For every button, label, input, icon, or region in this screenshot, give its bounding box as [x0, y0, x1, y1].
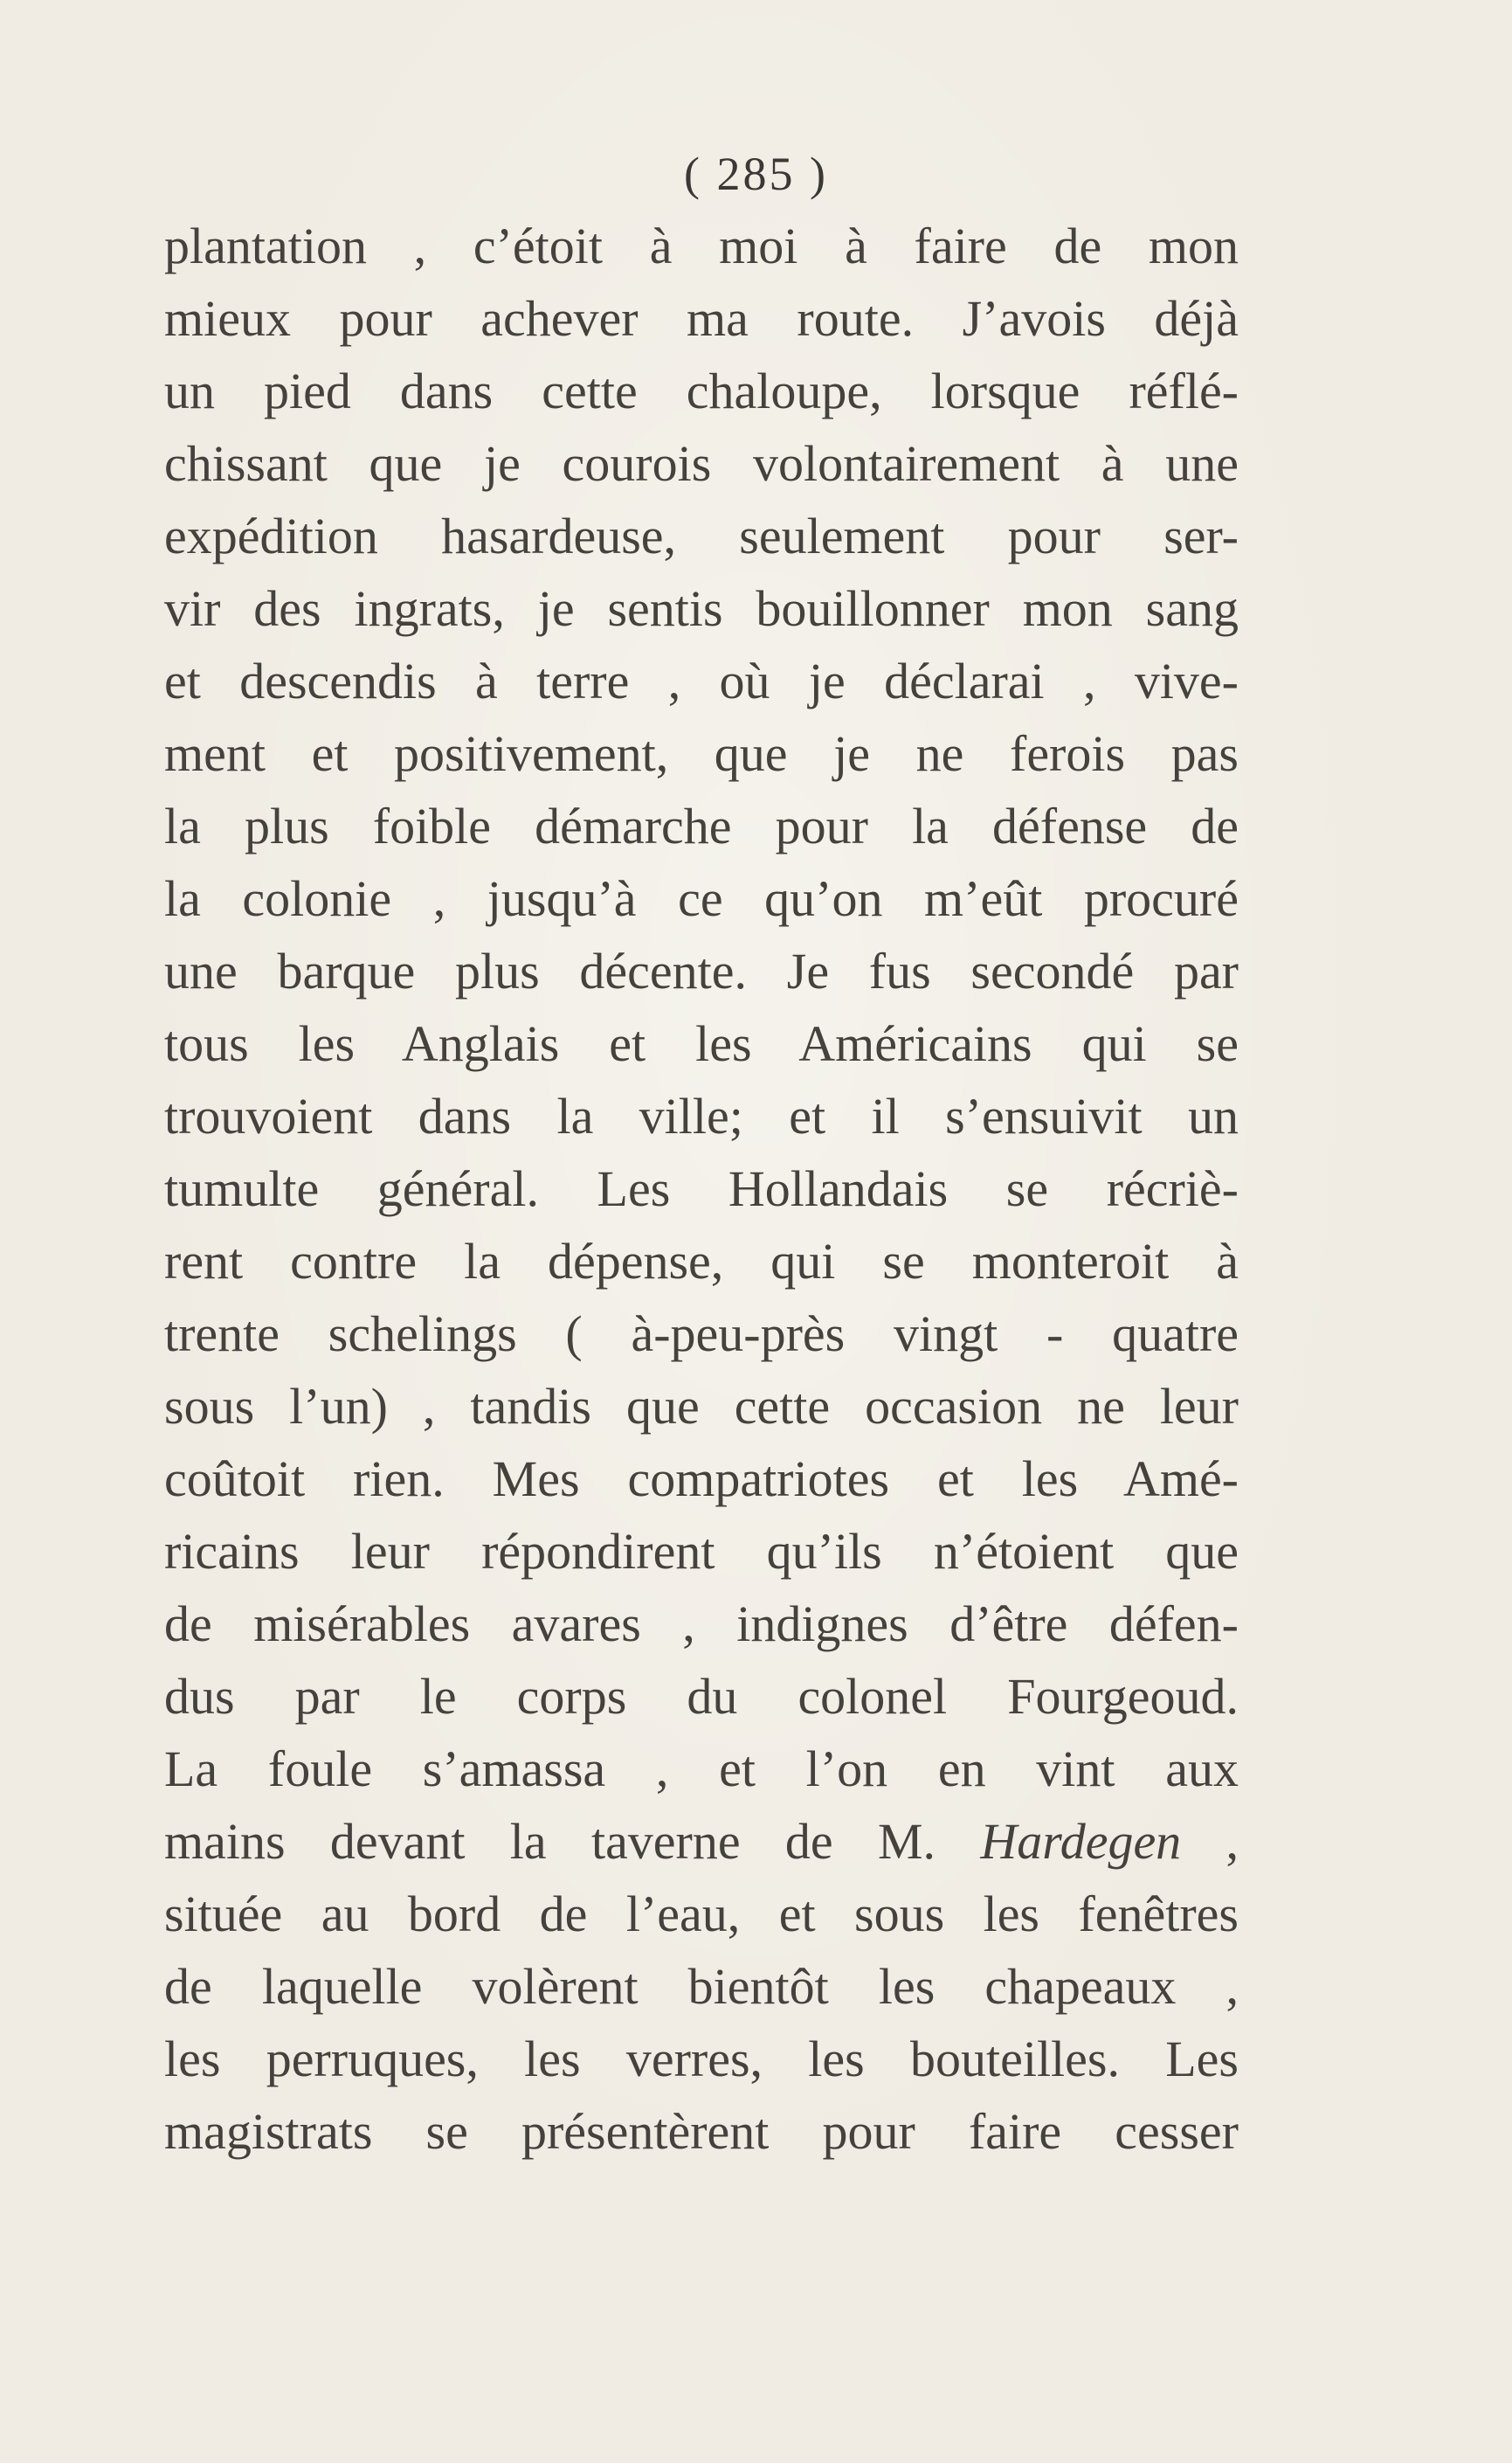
- text-line: dus par le corps du colonel Fourgeoud.: [164, 1668, 1239, 1725]
- text-line: une barque plus décente. Je fus secondé par: [164, 943, 1239, 1000]
- text-line: tumulte général. Les Hollandais se récriè-: [164, 1160, 1239, 1217]
- page-body-text: [164, 210, 1239, 2168]
- text-line: rent contre la dépense, qui se monteroit à: [164, 1233, 1239, 1290]
- text-line: trente schelings ( à-peu-près vingt - quatre: [164, 1305, 1239, 1362]
- text-line: coûtoit rien. Mes compatriotes et les Amé-: [164, 1450, 1239, 1507]
- text-line: La foule s’amassa , et l’on en vint aux: [164, 1740, 1239, 1797]
- text-line: ricains leur répondirent qu’ils n’étoient que: [164, 1523, 1239, 1580]
- text-line: magistrats se présentèrent pour faire cesser: [164, 2103, 1239, 2160]
- text-line: trouvoient dans la ville; et il s’ensuivit un: [164, 1088, 1239, 1145]
- text-line: ment et positivement, que je ne ferois pas: [164, 725, 1239, 782]
- text-line: et descendis à terre , où je déclarai , vive-: [164, 653, 1239, 709]
- text-line: vir des ingrats, je sentis bouillonner mon sang: [164, 580, 1239, 637]
- text-line: les perruques, les verres, les bouteilles. Les: [164, 2031, 1239, 2087]
- text-line: de misérables avares , indignes d’être défen-: [164, 1595, 1239, 1652]
- text-line: située au bord de l’eau, et sous les fenêtres: [164, 1885, 1239, 1942]
- text-line: mieux pour achever ma route. J’avois déjà: [164, 290, 1239, 347]
- text-line: plantation , c’étoit à moi à faire de mon: [164, 218, 1239, 274]
- text-segment: ,: [1181, 1813, 1239, 1870]
- text-line: de laquelle volèrent bientôt les chapeaux ,: [164, 1958, 1239, 2015]
- text-line: un pied dans cette chaloupe, lorsque réflé-: [164, 363, 1239, 419]
- text-line: expédition hasardeuse, seulement pour ser-: [164, 508, 1239, 564]
- text-line: tous les Anglais et les Américains qui se: [164, 1015, 1239, 1072]
- text-line: la colonie , jusqu’à ce qu’on m’eût procuré: [164, 870, 1239, 927]
- italic-name: Hardegen: [980, 1813, 1182, 1870]
- text-segment: mains devant la taverne de M.: [164, 1813, 981, 1870]
- page-number-header: ( 285 ): [684, 148, 828, 200]
- text-line-with-italic-name: [164, 1805, 1239, 1878]
- text-line: la plus foible démarche pour la défense de: [164, 798, 1239, 854]
- text-line: sous l’un) , tandis que cette occasion ne leur: [164, 1378, 1239, 1435]
- text-line: chissant que je courois volontairement à une: [164, 435, 1239, 492]
